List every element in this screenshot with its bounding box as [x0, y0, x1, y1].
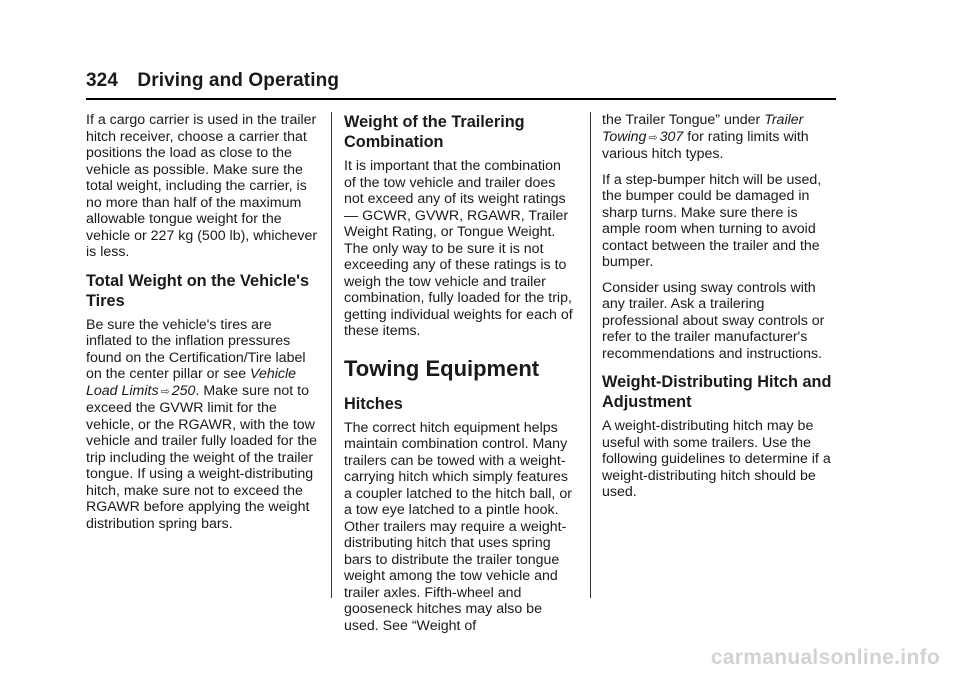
page-number: 324 [86, 70, 119, 91]
total-weight-heading: Total Weight on the Vehicle's Tires [86, 271, 310, 310]
weight-combination-heading: Weight of the Trailering Combination [344, 113, 525, 151]
page-header [86, 70, 339, 92]
trailer-towing-link[interactable]: Trailer Towing [602, 112, 804, 145]
vehicle-load-limits-link[interactable]: Vehicle Load Limits [86, 366, 297, 399]
cargo-carrier-paragraph: If a cargo carrier is used in the trailer hitch receiver, choose a carrier that positions the load as close to the vehicle as possible. Make sure the total weight, including the carrier, is no more than half of the maximum allowable tongue weight for the vehicle or 227 kg (500 lb), whichever is less. [86, 112, 318, 260]
page-ref-250[interactable]: 250 [171, 382, 196, 399]
towing-equipment-heading: Towing Equipment [344, 355, 540, 381]
column-3 [602, 112, 834, 510]
column-2 [344, 112, 576, 643]
hitches-heading: Hitches [344, 394, 403, 413]
weight-combination-paragraph: It is important that the combination of the tow vehicle and trailer does not exceed any of its weight ratings — GCWR, GVWR, RGAWR, Trailer Weight Rating, or Tongue Weight. The only way to be sure it is not exceeding any of these ratings is to weigh the tow vehicle and trailer combination, fully loaded for the trip, getting individual weights for each of these items. [344, 158, 573, 339]
page-ref-arrow-icon: ⇨ [648, 131, 658, 144]
column-divider [590, 112, 591, 598]
weight-distributing-heading: Weight-Distributing Hitch and Adjustment [602, 373, 832, 411]
tire-inflation-paragraph: Be sure the vehicle's tires are inflated to the inflation pressures found on the Certification/Tire label on the center pillar or see Vehicle Load Limits ⇨ 250. Make sure not to exceed the GVWR limit for the vehicle, or the RGAWR, with the tow vehicle and trailer fully loaded for the trip including the weight of the trailer tongue. If using a weight-distributing hitch, make sure not to exceed the RGAWR before applying the weight distribution spring bars. [86, 316, 318, 532]
page-ref-307[interactable]: 307 [659, 128, 684, 145]
weight-distributing-paragraph: A weight-distributing hitch may be useful with some trailers. Use the following guidelines to determine if a weight-distributing hitch should be used. [602, 418, 831, 500]
hitches-paragraph: The correct hitch equipment helps maintain combination control. Many trailers can be towed with a weight-carrying hitch which simply features a coupler latched to the hitch ball, or a tow eye latched to a pintle hook. Other trailers may require a weight-distributing hitch that uses spring bars to distribute the trailer tongue weight among the tow vehicle and trailer axles. Fifth-wheel and gooseneck hitches may also be used. See “Weight of [344, 419, 572, 634]
step-bumper-paragraph: If a step-bumper hitch will be used, the bumper could be damaged in sharp turns. Make sure there is ample room when turning to avoid contact between the trailer and the bumper. [602, 171, 822, 270]
section-title: Driving and Operating [137, 70, 340, 91]
header-rule [86, 98, 836, 100]
column-1 [86, 112, 318, 541]
trailer-tongue-paragraph: the Trailer Tongue” under Trailer Towing ⇨ 307 for rating limits with various hitch types. [602, 112, 809, 162]
column-divider [331, 112, 332, 598]
page-ref-arrow-icon: ⇨ [160, 385, 170, 398]
watermark: carmanualsonline.info [710, 646, 940, 669]
sway-controls-paragraph: Consider using sway controls with any trailer. Ask a trailering professional about sway controls or refer to the trailer manufacturer's recommendations and instructions. [602, 279, 825, 362]
